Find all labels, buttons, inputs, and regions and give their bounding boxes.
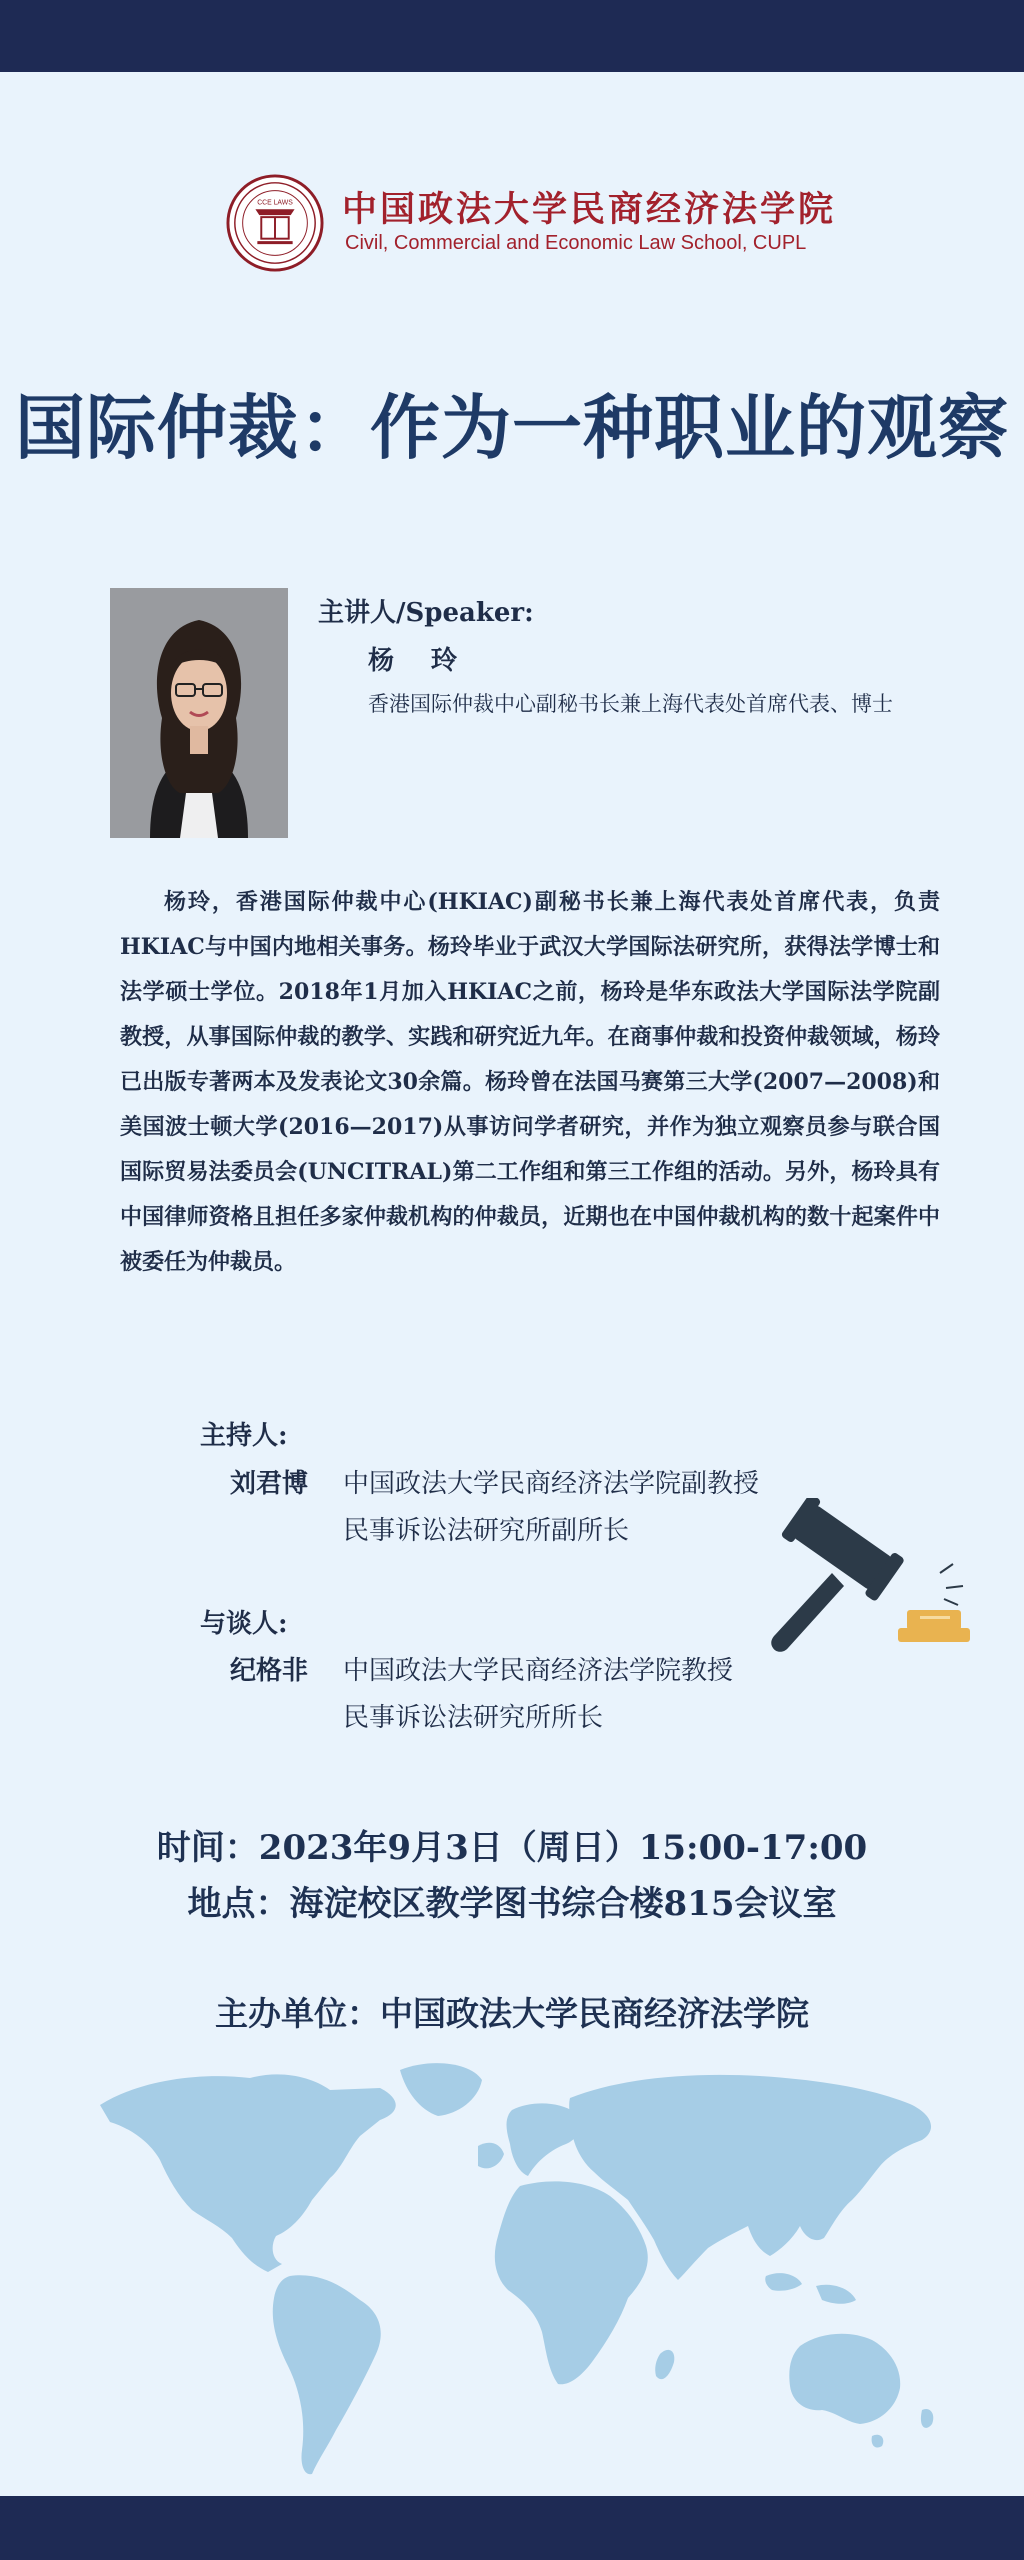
speaker-name: 杨 玲 (368, 646, 472, 676)
svg-text:CCE LAWS: CCE LAWS (257, 199, 293, 207)
speaker-title: 香港国际仲裁中心副秘书长兼上海代表处首席代表、博士 (368, 692, 893, 716)
school-logo (226, 174, 324, 272)
event-title: 国际仲裁：作为一种职业的观察 (15, 386, 1009, 469)
host-position: 中国政法大学民商经济法学院副教授 (343, 1469, 760, 1499)
host-label: 主持人: (200, 1421, 288, 1451)
gavel-icon (770, 1498, 980, 1668)
event-organizer: 主办单位：中国政法大学民商经济法学院 (215, 1994, 809, 2033)
event-time: 时间：2023年9月3日（周日）15:00-17:00 (156, 1828, 868, 1868)
speaker-label: 主讲人/Speaker: (318, 598, 534, 628)
speaker-photo (110, 588, 288, 838)
discussant-position: 中国政法大学民商经济法学院教授 (343, 1656, 734, 1686)
bottom-band (0, 2496, 1024, 2560)
school-name-cn: 中国政法大学民商经济法学院 (342, 189, 837, 230)
speaker-bio: 杨玲，香港国际仲裁中心(HKIAC)副秘书长兼上海代表处首席代表，负责HKIAC与中国内地相关事务。杨玲毕业于武汉大学国际法研究所，获得法学博士和法学硕士学位。2018年1月加入HKIAC之前，杨玲是华东政法大学国际法学院副教授，从事国际仲裁的教学、实践和研究近九年。在商事仲裁和投资仲裁领域，杨玲已出版专著两本及发表论文30余篇。杨玲曾在法国马赛第三大学(2007—2008)和美国波士顿大学(2016—2017)从事访问学者研究，并作为独立观察员参与联合国国际贸易法委员会(UNCITRAL)第二工作组和第三工作组的活动。另外，杨玲具有中国律师资格且担任多家仲裁机构的仲裁员，近期也在中国仲裁机构的数十起案件中被委任为仲裁员。 (120, 889, 940, 1275)
top-band (0, 0, 1024, 72)
event-location: 地点：海淀校区教学图书综合楼815会议室 (187, 1884, 837, 1924)
host-institute: 民事诉讼法研究所副所长 (343, 1516, 630, 1546)
discussant-institute: 民事诉讼法研究所所长 (343, 1703, 604, 1733)
world-map (80, 2050, 960, 2496)
discussant-name: 纪格非 (230, 1656, 309, 1686)
host-name: 刘君博 (230, 1469, 309, 1499)
school-name-en: Civil, Commercial and Economic Law School, CUPL (345, 232, 807, 254)
discussant-label: 与谈人: (200, 1609, 288, 1639)
